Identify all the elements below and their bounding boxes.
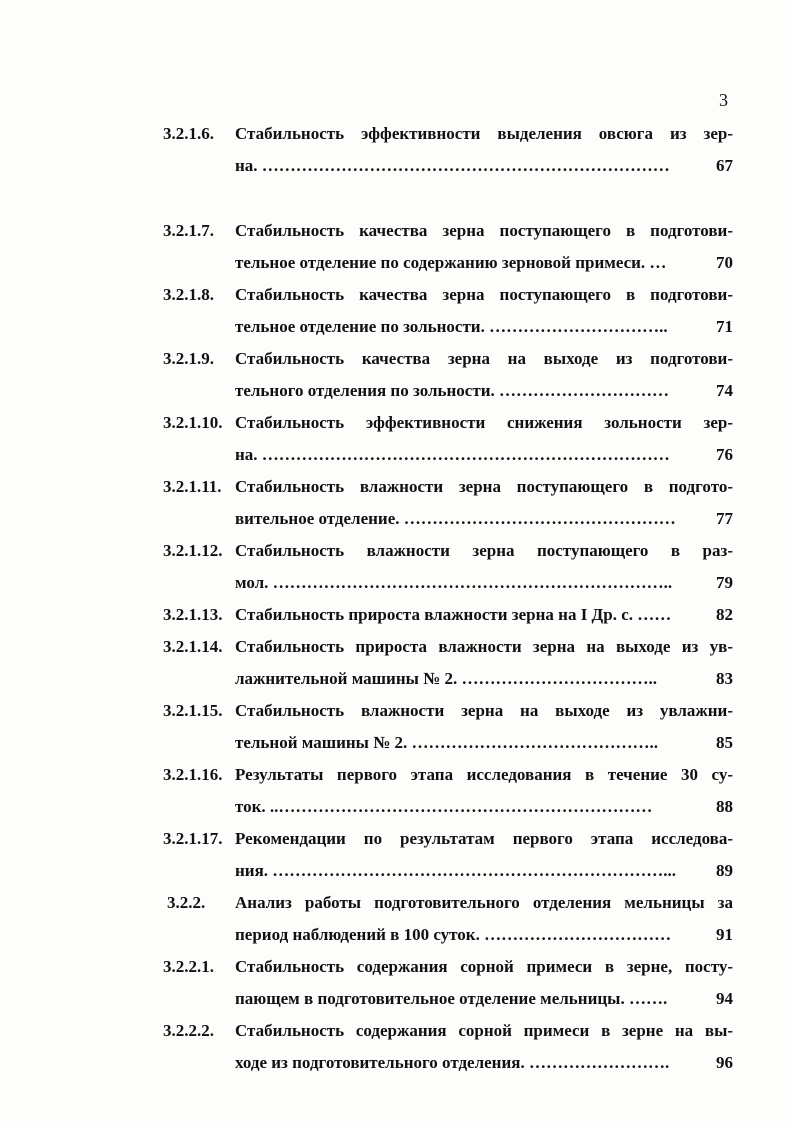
toc-entry	[163, 887, 733, 951]
toc-entry-page: 96	[716, 1053, 733, 1072]
toc-entry	[163, 631, 733, 695]
toc-entry-title-line: тельного отделения по зольности. …………………………	[235, 381, 669, 400]
toc-entry-title-line: Стабильность влажности зерна на выходе из увлажни-	[235, 701, 733, 720]
toc-entry-title-line: Анализ работы подготовительного отделения мельницы за	[235, 893, 733, 912]
toc-entry-number: 3.2.1.7.	[163, 221, 214, 240]
toc-entry	[163, 279, 733, 343]
toc-entry-page: 88	[716, 797, 733, 816]
toc-entry-title-line: Стабильность содержания сорной примеси в зерне на вы-	[235, 1021, 733, 1040]
toc-entry-title-line: Стабильность качества зерна на выходе из подготови-	[235, 349, 733, 368]
toc-entry	[163, 951, 733, 1015]
toc-entry-title-line: ток. ..…………………………………………………………	[235, 797, 653, 816]
toc-entry	[163, 695, 733, 759]
toc-entry-page: 82	[716, 605, 733, 624]
toc-entry-number: 3.2.2.	[167, 893, 206, 912]
toc-entry-page: 83	[716, 669, 733, 688]
toc-entry	[163, 599, 733, 631]
toc-entry-number: 3.2.1.16.	[163, 765, 223, 784]
toc-entry-title-line: Стабильность эффективности выделения овсюга из зер-	[235, 124, 733, 143]
toc-entry-title-line: ходе из подготовительного отделения. …………………….	[235, 1053, 670, 1072]
toc-entry	[163, 535, 733, 599]
toc-entry	[163, 407, 733, 471]
toc-entry-page: 71	[716, 317, 733, 336]
toc-entry-title-line: мол. ……………………………………………………………..	[235, 573, 673, 592]
toc-entry-title-line: Результаты первого этапа исследования в течение 30 су-	[235, 765, 733, 784]
toc-entry-page: 77	[716, 509, 733, 528]
toc-entry-page: 94	[716, 989, 733, 1008]
toc-entry	[163, 759, 733, 823]
toc-entry-page: 67	[716, 156, 733, 175]
toc-entry-title-line: Стабильность прироста влажности зерна на I Др. с. ……	[235, 605, 672, 624]
toc-entry-number: 3.2.1.10.	[163, 413, 223, 432]
toc-entry-title-line: Стабильность эффективности снижения зольности зер-	[235, 413, 733, 432]
toc-entry-title-line: Стабильность влажности зерна поступающего в подгото-	[235, 477, 733, 496]
toc-entry-number: 3.2.1.15.	[163, 701, 223, 720]
toc-entry-page: 76	[716, 445, 733, 464]
toc-entry-number: 3.2.2.2.	[163, 1021, 214, 1040]
toc-entry-title-line: период наблюдений в 100 суток. ……………………………	[235, 925, 672, 944]
toc-entry-title-line: тельное отделение по зольности. …………………………..	[235, 317, 668, 336]
toc-entry-title-line: Стабильность содержания сорной примеси в зерне, посту-	[235, 957, 733, 976]
toc-entry-number: 3.2.2.1.	[163, 957, 214, 976]
toc-entry-page: 85	[716, 733, 733, 752]
toc-entry-title-line: Стабильность качества зерна поступающего в подготови-	[235, 221, 733, 240]
toc-entry-title-line: Стабильность качества зерна поступающего в подготови-	[235, 285, 733, 304]
toc-entry-title-line: пающем в подготовительное отделение мельницы. …….	[235, 989, 668, 1008]
toc-entry-title-line: вительное отделение. …………………………………………	[235, 509, 676, 528]
toc-entry-title-line: Стабильность влажности зерна поступающего в раз-	[235, 541, 733, 560]
toc-entry-title-line: тельной машины № 2. ……………………………………..	[235, 733, 659, 752]
table-of-contents	[163, 118, 733, 1079]
toc-entry-number: 3.2.1.17.	[163, 829, 223, 848]
toc-entry-number: 3.2.1.8.	[163, 285, 214, 304]
toc-entry-number: 3.2.1.11.	[163, 477, 222, 496]
toc-entry-title-line: Стабильность прироста влажности зерна на выходе из ув-	[235, 637, 733, 656]
toc-entry	[163, 343, 733, 407]
toc-entry	[163, 471, 733, 535]
toc-entry-title-line: Рекомендации по результатам первого этапа исследова-	[235, 829, 733, 848]
toc-entry-page: 79	[716, 573, 733, 592]
toc-entry-page: 70	[716, 253, 733, 272]
toc-entry-number: 3.2.1.12.	[163, 541, 223, 560]
toc-entry	[163, 1015, 733, 1079]
toc-entry-page: 91	[716, 925, 733, 944]
toc-entry-number: 3.2.1.9.	[163, 349, 214, 368]
toc-entry-title-line: на. ………………………………………………………………	[235, 445, 670, 464]
toc-entry	[163, 215, 733, 279]
toc-entry-title-line: ния. ……………………………………………………………...	[235, 861, 677, 880]
toc-entry	[163, 823, 733, 887]
toc-entry-number: 3.2.1.6.	[163, 124, 214, 143]
toc-entry-title-line: тельное отделение по содержанию зерновой примеси. …	[235, 253, 667, 272]
toc-entry-title-line: на. ………………………………………………………………	[235, 156, 670, 175]
toc-entry	[163, 118, 733, 182]
toc-entry-page: 74	[716, 381, 733, 400]
page-number: 3	[719, 90, 728, 110]
toc-entry-page: 89	[716, 861, 733, 880]
toc-entry-number: 3.2.1.14.	[163, 637, 223, 656]
toc-entry-title-line: лажнительной машины № 2. ……………………………..	[235, 669, 657, 688]
toc-entry-number: 3.2.1.13.	[163, 605, 223, 624]
